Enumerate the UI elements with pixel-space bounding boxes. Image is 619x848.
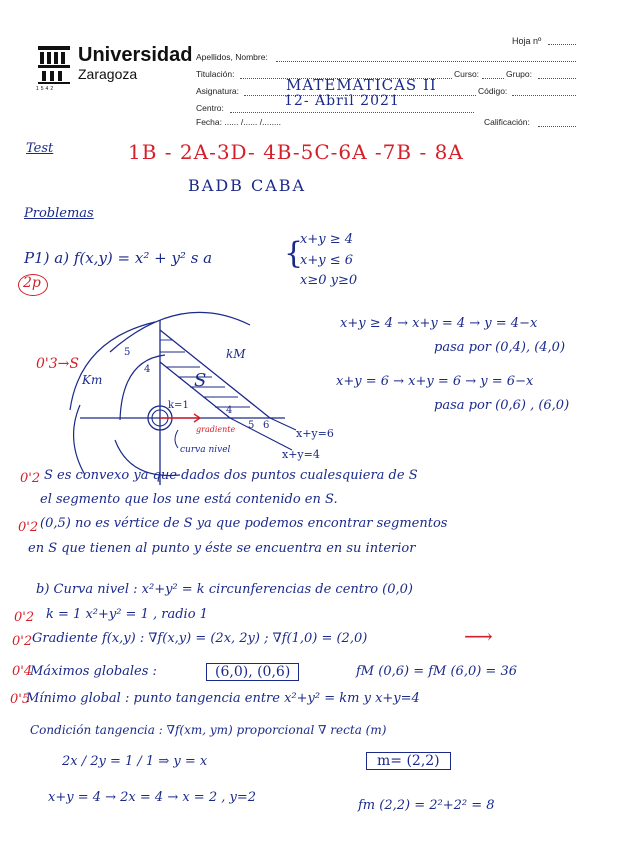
name-field xyxy=(276,61,576,62)
line-work-2b: pasa por (0,6) , (6,0) xyxy=(434,398,570,413)
university-name: Universidad xyxy=(78,44,193,66)
group-label: Grupo: xyxy=(506,69,532,79)
constraint-3: x≥0 y≥0 xyxy=(300,273,358,288)
k-text: k = 1 x²+y² = 1 , radio 1 xyxy=(46,607,208,622)
m-box: m= (2,2) xyxy=(366,752,451,770)
test-label: Test xyxy=(26,141,54,156)
curve-km-bottom xyxy=(74,405,85,475)
label-k1: k=1 xyxy=(168,400,189,411)
min-text: Mínimo global : punto tangencia entre x²+y² = km y x+y=4 xyxy=(26,691,420,706)
figure-mark: 0'3→S xyxy=(36,356,79,372)
final-line: x+y = 4 → 2x = 4 → x = 2 , y=2 xyxy=(48,790,257,805)
sheet-number-label: Hoja nº xyxy=(512,36,542,46)
max-value: fM (0,6) = fM (6,0) = 36 xyxy=(356,664,518,679)
date-value: 12- Abril 2021 xyxy=(284,93,400,109)
tick-4x: 4 xyxy=(226,405,233,416)
tick-6x: 6 xyxy=(263,420,270,431)
vertex-text-2: en S que tienen al punto y éste se encuentra en su interior xyxy=(28,541,416,556)
course-label: Curso: xyxy=(454,69,480,79)
label-region-s: S xyxy=(194,370,207,391)
tick-5: 5 xyxy=(124,347,131,358)
grade-label: Calificación: xyxy=(484,117,530,127)
line-work-1: x+y ≥ 4 → x+y = 4 → y = 4−x xyxy=(340,316,538,331)
label-line-6: x+y=6 xyxy=(296,427,334,440)
test-answers: 1B - 2A-3D- 4B-5C-6A -7B - 8A xyxy=(128,140,464,164)
tangency-text: Condición tangencia : ∇f(xm, ym) proporcional ∇ recta (m) xyxy=(30,723,387,737)
test-letters: BADB CABA xyxy=(188,176,307,195)
mark-k: 0'2 xyxy=(14,610,35,625)
subject-label: Asignatura: xyxy=(196,86,239,96)
code-field xyxy=(512,95,576,96)
line-4-extension xyxy=(230,418,292,450)
vertex-text-1: (0,5) no es vértice de S ya que podemos encontrar segmentos xyxy=(40,516,448,531)
center-label: Centro: xyxy=(196,103,224,113)
label-gradient: gradiente xyxy=(196,425,236,434)
subject-value: MATEMATICAS II xyxy=(286,76,437,94)
line-6-extension xyxy=(270,418,296,430)
constraint-brace: { xyxy=(284,236,304,271)
line-work-2: x+y = 6 → x+y = 6 → y = 6−x xyxy=(336,374,534,389)
label-km-top: kM xyxy=(226,347,246,361)
mark-min: 0'5 xyxy=(10,692,31,707)
curve-km-left xyxy=(70,322,155,410)
line-work-1b: pasa por (0,4), (4,0) xyxy=(434,340,566,355)
group-field xyxy=(538,78,576,79)
level-curve-text: b) Curva nivel : x²+y² = k circunferencias de centro (0,0) xyxy=(36,582,413,597)
sheet-number-field xyxy=(548,44,576,45)
tick-5x: 5 xyxy=(248,420,255,431)
mark-vertex: 0'2 xyxy=(18,520,39,535)
course-field xyxy=(482,78,504,79)
crest-year: 1542 xyxy=(36,86,56,92)
name-label: Apellidos, Nombre: xyxy=(196,52,268,62)
convex-text-2: el segmento que los une está contenido en S. xyxy=(40,492,338,507)
convex-text-1: S es convexo ya que dados dos puntos cualesquiera de S xyxy=(44,468,418,483)
label-level-curve: curva nivel xyxy=(180,445,231,455)
feasible-region-figure xyxy=(60,300,360,490)
code-label: Código: xyxy=(478,86,508,96)
center-field xyxy=(230,112,474,113)
constraint-1: x+y ≥ 4 xyxy=(300,232,353,247)
mark-max: 0'4 xyxy=(12,664,33,679)
fm-value: fm (2,2) = 2²+2² = 8 xyxy=(358,798,495,813)
date-label: Fecha: ...... /...... /........ xyxy=(196,117,282,127)
gradient-arrow-icon: ⟶ xyxy=(464,624,493,648)
problems-label: Problemas xyxy=(24,206,94,221)
max-text: Máximos globales : xyxy=(30,664,157,679)
mark-convex: 0'2 xyxy=(20,471,41,486)
level-curve-pointer xyxy=(175,430,178,448)
mark-gradient: 0'2 xyxy=(12,634,33,649)
points-value: 2p xyxy=(23,275,41,291)
max-points-box: (6,0), (0,6) xyxy=(206,663,299,681)
label-km-left: Km xyxy=(82,373,103,387)
grade-field xyxy=(538,126,576,127)
constraint-2: x+y ≤ 6 xyxy=(300,253,353,268)
ratio-text: 2x / 2y = 1 / 1 ⇒ y = x xyxy=(62,754,208,769)
degree-label: Titulación: xyxy=(196,69,235,79)
p1-statement: P1) a) f(x,y) = x² + y² s a xyxy=(24,249,213,267)
university-city: Zaragoza xyxy=(78,66,138,82)
gradient-text: Gradiente f(x,y) : ∇f(x,y) = (2x, 2y) ; ∇f(1,0) = (2,0) xyxy=(32,631,368,646)
tick-4: 4 xyxy=(144,364,151,375)
label-line-4: x+y=4 xyxy=(282,448,320,461)
